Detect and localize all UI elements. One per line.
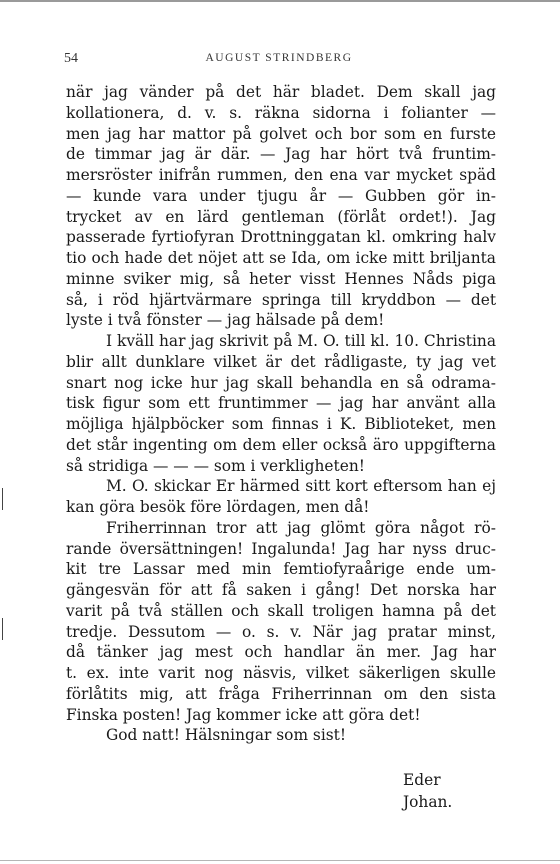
text-line: kollationera, d. v. s. räkna sidorna i folianter — — [66, 103, 496, 122]
top-edge-rule — [0, 0, 560, 2]
text-line: förlåtits mig, att fråga Friherrinnan om den sista — [66, 684, 496, 703]
text-line: M. O. skickar Er härmed sitt kort eftersom han ej — [106, 477, 496, 496]
text-line: de timmar jag är där. — Jag har hört två fruntim- — [66, 145, 496, 164]
text-line: tredje. Dessutom — o. s. v. När jag pratar minst, — [66, 622, 496, 641]
text-line: varit på två ställen och skall troligen hamna på det — [66, 601, 496, 620]
text-line: snart nog icke hur jag skall behandla en så odrama- — [66, 373, 496, 392]
text-line: I kväll har jag skrivit på M. O. till kl. 10. Christina — [106, 332, 496, 350]
signature — [403, 769, 452, 813]
text-line: blir allt dunklare vilket är det rådligaste, ty jag vet — [66, 352, 496, 371]
text-line: Finska posten! Jag kommer icke att göra det! — [66, 705, 421, 724]
text-line: då tänker jag mest och handlar än mer. Jag har — [66, 643, 496, 662]
text-line: gängesvän för att få saken i gång! Det norska har — [66, 581, 496, 599]
text-line: tisk figur som ett fruntimmer — jag har använt alla — [66, 394, 496, 413]
text-line: så stridiga — — — som i verkligheten! — [66, 456, 365, 475]
letter-body — [66, 82, 496, 746]
text-line: när jag vänder på det här bladet. Dem skall jag — [66, 83, 496, 101]
text-line: t. ex. inte varit nog näsvis, vilket säkerligen skulle — [66, 664, 496, 682]
signature-name: Johan. — [403, 793, 453, 811]
text-line: men jag har mattor på golvet och bor som en furste — [66, 124, 496, 143]
signature-closing: Eder — [403, 771, 441, 789]
text-line: Friherrinnan tror att jag glömt göra något rö- — [106, 518, 496, 537]
page-number: 54 — [64, 51, 78, 66]
page-header — [60, 51, 498, 69]
running-head: AUGUST STRINDBERG — [205, 52, 353, 64]
text-line: minne sviker mig, så heter visst Hennes Nåds piga — [66, 269, 496, 288]
text-line: God natt! Hälsningar som sist! — [106, 726, 347, 745]
text-line: trycket av en lärd gentleman (förlåt ordet!). Jag — [66, 207, 496, 226]
text-line: kit tre Lassar med min femtiofyraårige ende um- — [66, 560, 496, 579]
text-line: kan göra besök före lördagen, men då! — [66, 498, 370, 516]
text-line: möjliga hjälpböcker som finnas i K. Biblioteket, men — [66, 415, 496, 433]
text-line: — kunde vara under tjugu år — Gubben gör in- — [66, 186, 496, 205]
bottom-edge-rule — [0, 860, 560, 861]
text-line: mersröster inifrån rummen, den ena var mycket späd — [66, 166, 496, 184]
margin-mark — [2, 618, 3, 640]
text-line: rande översättningen! Ingalunda! Jag har nyss druc- — [66, 539, 496, 558]
text-line: passerade fyrtiofyran Drottninggatan kl. omkring halv — [66, 228, 496, 247]
margin-mark — [2, 488, 3, 510]
text-line: lyste i två fönster — jag hälsade på dem! — [66, 311, 385, 330]
text-line: det står ingenting om dem eller också äro uppgifterna — [66, 435, 496, 454]
text-line: så, i röd hjärtvärmare springa till kryddbon — det — [66, 290, 496, 309]
text-line: tio och hade det nöjet att se Ida, om icke mitt briljanta — [66, 249, 496, 267]
